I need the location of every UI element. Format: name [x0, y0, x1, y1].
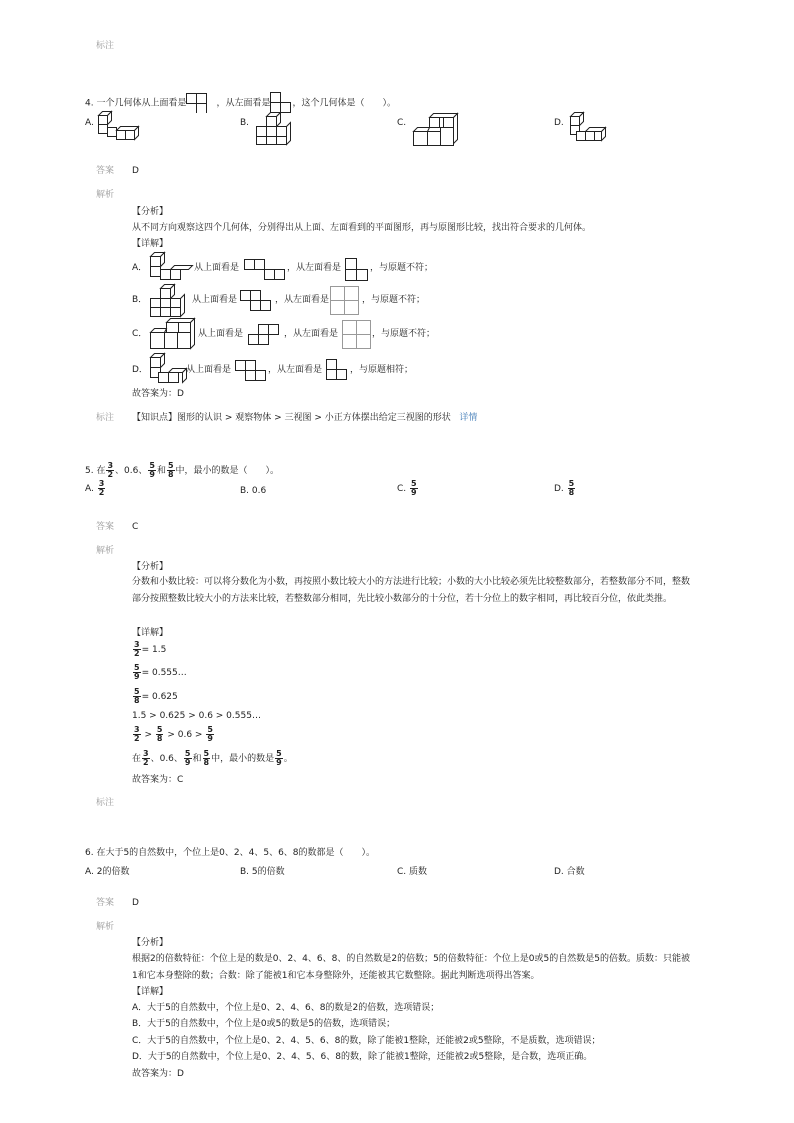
q4-detail-b-label: B．	[132, 295, 148, 305]
q4-detail-b-top-text: 从上面看是	[192, 295, 238, 305]
q4-detail-b-left-text: ，从左面看是	[275, 295, 330, 305]
q5-eq-5-9: $\frac{5}{9}$ = 0.555…	[134, 663, 187, 681]
q4-stem: 4. 一个几何体从上面看是 ，从左面看是 ，这个几何体是（ ）。	[85, 92, 396, 114]
q4-detail-a-top-view-icon	[244, 259, 286, 281]
q4-detail-a-label: A．	[132, 263, 148, 273]
q6-conclusion: 故答案为：D	[132, 1069, 184, 1079]
q5-decimal-compare: 1.5 > 0.625 > 0.6 > 0.555…	[132, 711, 261, 721]
q6-answer-label: 答案	[96, 898, 115, 908]
q5-option-b: B. 0.6	[240, 486, 267, 496]
q4-detail-c-top-view-icon	[248, 324, 282, 346]
q4-xiangjie-title: 【详解】	[132, 239, 169, 249]
q4-option-d-cubes-icon	[568, 113, 608, 145]
q4-detail-c-left-view-icon	[342, 320, 372, 350]
q5-conclusion: 故答案为：C	[132, 775, 184, 785]
q4-fenxi-text: 从不同方向观察这四个几何体，分别得出从上面、左面看到的平面图形，再与原图形比较，找出符合要求的几何体。	[132, 223, 592, 233]
q5-eq-3-2: $\frac{3}{2}$ = 1.5	[134, 640, 167, 658]
q4-detail-c-top-text: 从上面看是	[198, 329, 244, 339]
q5-fraction-compare: $\frac{3}{2}$ > $\frac{5}{8}$ > 0.6 > $\frac{5}{9}$	[134, 725, 213, 743]
q4-top-view-figure	[186, 93, 216, 113]
q6-detail-b: B．大于5的自然数中，个位上是0或5的数是5的倍数，选项错误；	[132, 1019, 396, 1029]
q4-detail-d-cubes-icon	[148, 354, 190, 384]
q4-option-c-label: C.	[397, 118, 407, 128]
q4-detail-c-end-text: ，与原题不符；	[372, 329, 436, 339]
q4-answer-label: 答案	[96, 166, 115, 176]
mark-label-top: 标注	[96, 41, 115, 51]
q4-answer-value: D	[132, 166, 139, 176]
q6-option-d: D. 合数	[554, 867, 585, 877]
q4-detail-d-left-view-icon	[326, 359, 350, 383]
q5-stem-frac-3-2: $\frac{3}{2}$	[107, 461, 114, 479]
q5-option-a: A. $\frac{3}{2}$	[85, 479, 105, 497]
q4-knowledge: 【知识点】图形的认识 > 观察物体 > 三视图 > 小正方体摆出给定三视图的形状 详情	[132, 413, 478, 423]
q5-mark-label: 标注	[96, 798, 115, 808]
q5-answer-label: 答案	[96, 522, 115, 532]
q4-left-view-figure	[270, 92, 292, 114]
q5-stem-frac-5-9: $\frac{5}{9}$	[149, 461, 155, 479]
q6-detail-a: A．大于5的自然数中，个位上是0、2、4、6、8的数是2的倍数，选项错误；	[132, 1003, 440, 1013]
q4-detail-link[interactable]: 详情	[459, 413, 478, 423]
q5-option-c: C. $\frac{5}{9}$	[397, 479, 417, 497]
q4-detail-d-label: D．	[132, 365, 148, 375]
q6-fenxi-text: 根据2的倍数特征：个位上是的数是0、2、4、6、8、的自然数是2的倍数；5的倍数特征：个位上是0或5的自然数是5的倍数。质数：只能被1和它本身整除的数；合数：除了能被1和它本身整除外，还能被其它数整除。据此判断选项得出答案。	[132, 954, 690, 981]
q5-answer-value: C	[132, 522, 139, 532]
q4-detail-d-left-text: ，从左面看是	[268, 365, 323, 375]
q4-detail-c-left-text: ，从左面看是	[284, 329, 339, 339]
q5-xiangjie-title: 【详解】	[132, 628, 169, 638]
q4-analysis-label: 解析	[96, 190, 115, 200]
q6-xiangjie-title: 【详解】	[132, 987, 169, 997]
q4-detail-a-end-text: ，与原题不符；	[370, 263, 434, 273]
q5-stem: 5. 在 $\frac{3}{2}$ 、0.6、 $\frac{5}{9}$ 和 $\frac{5}{8}$ 中，最小的数是（ ）。	[85, 461, 280, 479]
q4-detail-c-label: C．	[132, 329, 148, 339]
q4-detail-d-end-text: ，与原题相符；	[350, 365, 414, 375]
q4-mark-label: 标注	[96, 413, 115, 423]
q6-fenxi-title: 【分析】	[132, 938, 169, 948]
q4-detail-b-cubes-icon	[148, 284, 190, 318]
q4-detail-b-top-view-icon	[240, 290, 272, 312]
q4-detail-d-top-text: 从上面看是	[186, 365, 232, 375]
q4-option-b-cubes-icon	[256, 113, 301, 147]
q6-option-b: B. 5的倍数	[240, 867, 285, 877]
q4-detail-b-end-text: ，与原题不符；	[362, 295, 426, 305]
q5-option-d: D. $\frac{5}{8}$	[554, 479, 575, 497]
q4-option-d-label: D.	[554, 118, 564, 128]
q4-conclusion: 故答案为：D	[132, 389, 184, 399]
q4-fenxi-title: 【分析】	[132, 207, 169, 217]
q6-option-a: A. 2的倍数	[85, 867, 130, 877]
q6-answer-value: D	[132, 898, 139, 908]
q4-detail-a-cubes-icon	[148, 254, 194, 282]
q4-detail-a-left-text: ，从左面看是	[287, 263, 342, 273]
q5-fenxi-text: 分数和小数比较：可以将分数化为小数，再按照小数比较大小的方法进行比较；小数的大小比较必须先比较整数部分，若整数部分不同，整数部分按照整数比较大小的方法来比较，若整数部分相同，先比较小数部分的十分位，若十分位上的数字相同，再比较百分位，依此类推。	[132, 577, 691, 604]
q4-detail-b-left-view-icon	[330, 286, 360, 316]
q5-final-statement: 在 $\frac{3}{2}$ 、0.6、 $\frac{5}{9}$ 和 $\frac{5}{8}$ 中，最小的数是 $\frac{5}{9}$ 。	[132, 749, 293, 767]
q6-detail-d: D．大于5的自然数中，个位上是0、2、4、5、6、8的数，除了能被1整除，还能被2或5整除，是合数，选项正确。	[132, 1052, 593, 1062]
q4-detail-a-left-view-icon	[345, 258, 369, 282]
q4-detail-a-top-text: 从上面看是	[194, 263, 240, 273]
q6-detail-c: C．大于5的自然数中，个位上是0、2、4、5、6、8的数，除了能被1整除，还能被2或5整除，不是质数，选项错误；	[132, 1036, 601, 1046]
q5-analysis-label: 解析	[96, 546, 115, 556]
q6-analysis-label: 解析	[96, 922, 115, 932]
q4-option-b-label: B.	[240, 118, 250, 128]
q6-stem: 6. 在大于5的自然数中，个位上是0、2、4、5、6、8的数都是（ ）。	[85, 848, 376, 858]
q5-eq-5-8: $\frac{5}{8}$ = 0.625	[134, 687, 178, 705]
q4-option-a-cubes-icon	[96, 113, 146, 143]
q4-detail-d-top-view-icon	[235, 360, 269, 382]
q5-stem-frac-5-8: $\frac{5}{8}$	[167, 461, 174, 479]
q4-option-a-label: A.	[85, 118, 94, 128]
q4-option-c-cubes-icon	[413, 113, 463, 149]
q6-option-c: C. 质数	[397, 867, 428, 877]
q5-fenxi-title: 【分析】	[132, 562, 169, 572]
q4-detail-c-cubes-icon	[148, 318, 200, 352]
